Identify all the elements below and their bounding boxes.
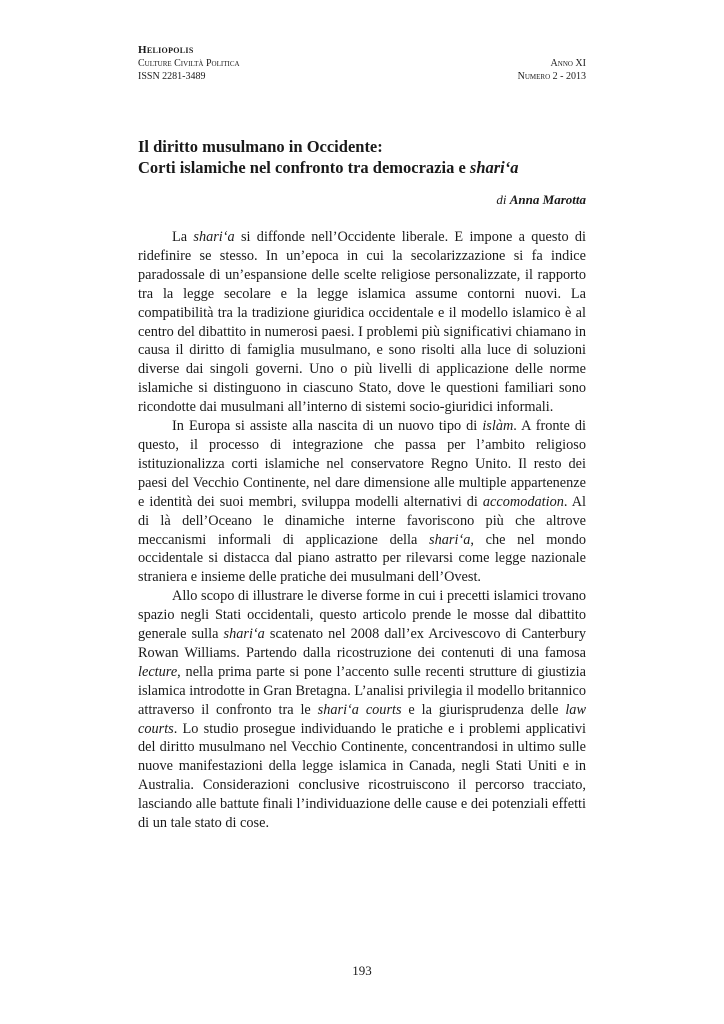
italic-term: accomodation: [482, 493, 564, 510]
italic-term: shariʻa: [429, 531, 471, 548]
text-run: scatenato nel 2008 dall’ex Arcivescovo di Canterbury Rowan Williams. Partendo dalla ricostruzione dei contenuti di una famosa: [138, 626, 586, 661]
running-header: [138, 44, 586, 83]
text-run: si diffonde nell’Occidente liberale. E impone a questo di ridefinire se stesso. In un’epoca in cui la secolarizzazione si fa indice paradossale di un’espansione delle scelte religiose personalizzate, il rapporto tra la legge secolare e la legge islamica assume contorni nuovi. La compatibilità tra la tradizione giuridica occidentale e il modello islamico è al centro del dibattito in numerosi paesi. I problemi più significativi chiamano in causa il diritto di famiglia musulmano, e sono risolti alla luce di soluzioni diverse dai singoli governi. Uno o più livelli di applicazione delle norme islamiche si distinguono in ciascuno Stato, dove le questioni familiari sono ricondotte dai musulmani all’interno di sistemi socio-giuridici informali.: [138, 229, 587, 416]
italic-term: lecture: [138, 663, 178, 680]
italic-term: shariʻa courts: [317, 701, 402, 718]
italic-term: shariʻa: [223, 626, 265, 643]
text-run: , che nel mondo occidentale si distacca dal piano astratto per rilevarsi come legge nazionale straniera e insieme delle pratiche dei musulmani dell’Ovest.: [138, 531, 586, 586]
text-run: . Lo studio prosegue individuando le pratiche e i problemi applicativi del diritto musulmano nel Vecchio Continente, concentrandosi in ultimo sulle nuove manifestazioni della legge islamica in Canada, negli Stati Uniti e in Australia. Considerazioni conclusive ricostruiscono il percorso tracciato, lasciando alle battute finali l’individuazione delle cause e dei potenziali effetti di un tale stato di cose.: [138, 720, 586, 832]
text-run: In Europa si assiste alla nascita di un nuovo tipo di: [172, 418, 483, 435]
body-paragraph: [138, 228, 586, 417]
author-name: Anna Marotta: [509, 192, 586, 207]
author-line: [496, 192, 586, 208]
journal-subtitle: Culture Civiltà Politica: [138, 58, 240, 69]
journal-issue: Numero 2 - 2013: [517, 71, 586, 82]
journal-issn: ISSN 2281-3489: [138, 71, 206, 82]
article-title: [138, 136, 586, 178]
title-term: shariʻa: [469, 158, 519, 177]
italic-term: islàm: [482, 418, 514, 435]
page-number: 193: [352, 963, 372, 978]
journal-name: Heliopolis: [138, 44, 194, 56]
text-run: . Al di là dell’Oceano le dinamiche interne favoriscono più che altrove meccanismi informali di applicazione della: [138, 493, 586, 548]
article-body: [138, 228, 586, 833]
author-prefix: di: [496, 192, 507, 207]
title-line-2: Corti islamiche nel confronto tra democrazia e: [138, 158, 470, 177]
journal-year: Anno XI: [550, 58, 586, 69]
text-run: Allo scopo di illustrare le diverse forme in cui i precetti islamici trovano spazio negli Stati occidentali, questo articolo prende le mosse dal dibattito generale sulla: [138, 588, 586, 643]
italic-term: shariʻa: [193, 229, 235, 245]
body-paragraph: [138, 417, 586, 587]
text-run: e la giurisprudenza delle: [401, 701, 566, 718]
body-paragraph: [138, 587, 586, 833]
title-line-1: Il diritto musulmano in Occidente:: [138, 137, 383, 156]
text-run: . A fronte di questo, il processo di integrazione che passa per l’ambito religioso istituzionalizza corti islamiche nel conservatore Regno Unito. Il resto dei paesi del Vecchio Continente, nel dare dimensione alle multiple appartenenze e identità dei suoi membri, sviluppa modelli alternativi di: [138, 418, 586, 510]
italic-term: law courts: [138, 701, 586, 737]
text-run: La: [172, 229, 194, 245]
text-run: , nella prima parte si pone l’accento sulle recenti strutture di giustizia islamica introdotte in Gran Bretagna. L’analisi privilegia il modello britannico attraverso il confronto tra le: [138, 663, 586, 718]
